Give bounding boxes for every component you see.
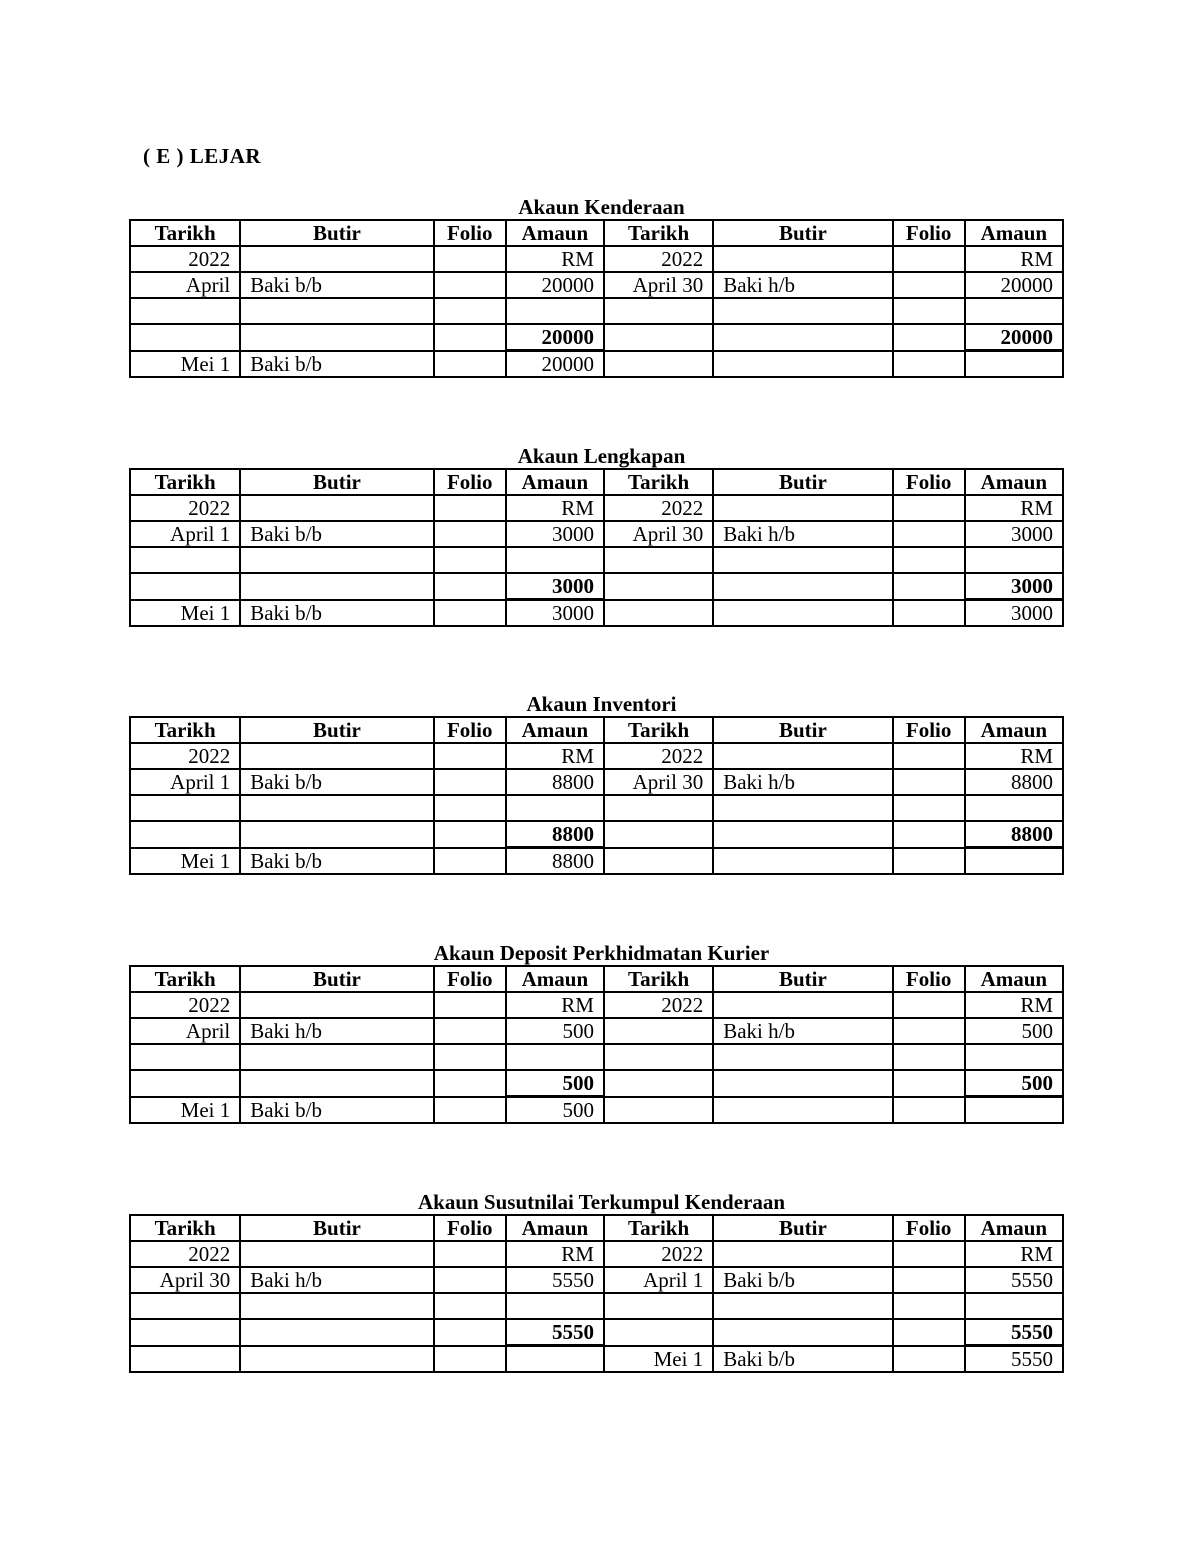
ledger-cell-butir: Baki h/b <box>240 1267 433 1293</box>
ledger-cell-butir: Baki h/b <box>240 1018 433 1044</box>
ledger-cell-amaun <box>965 547 1063 573</box>
ledger-cell-tarikh <box>604 1070 713 1097</box>
ledger-cell-folio <box>434 1319 506 1346</box>
ledger-cell-butir <box>240 743 433 769</box>
ledger-account <box>129 195 1064 378</box>
column-header-folio: Folio <box>893 717 965 743</box>
ledger-cell-amaun: 500 <box>965 1070 1063 1097</box>
ledger-cell-butir: Baki b/b <box>240 848 433 875</box>
ledger-cell-butir <box>713 821 892 848</box>
ledger-cell-tarikh <box>130 821 240 848</box>
column-header-butir: Butir <box>713 717 892 743</box>
column-header-folio: Folio <box>893 966 965 992</box>
ledger-cell-tarikh: 2022 <box>604 992 713 1018</box>
column-header-tarikh: Tarikh <box>130 220 240 246</box>
ledger-cell-tarikh <box>130 547 240 573</box>
ledger-cell-folio <box>893 521 965 547</box>
ledger-cell-butir: Baki b/b <box>240 1097 433 1124</box>
ledger-cell-amaun: RM <box>506 495 604 521</box>
ledger-cell-amaun <box>965 1044 1063 1070</box>
ledger-cell-amaun <box>506 1293 604 1319</box>
ledger-cell-folio <box>434 1346 506 1373</box>
ledger-cell-folio <box>893 324 965 351</box>
ledger-total-row <box>130 821 1063 848</box>
ledger-cell-tarikh <box>130 795 240 821</box>
column-header-butir: Butir <box>240 220 433 246</box>
ledger-cell-folio <box>434 848 506 875</box>
ledger-cell-folio <box>434 795 506 821</box>
ledger-cell-amaun <box>506 1346 604 1373</box>
ledger-cell-tarikh <box>604 1319 713 1346</box>
ledger-cell-amaun <box>965 298 1063 324</box>
ledger-cell-tarikh: 2022 <box>130 992 240 1018</box>
ledger-cell-amaun: 3000 <box>965 521 1063 547</box>
ledger-cell-tarikh: Mei 1 <box>130 1097 240 1124</box>
ledger-cell-amaun <box>965 795 1063 821</box>
ledger-cell-amaun: 3000 <box>965 573 1063 600</box>
ledger-row <box>130 495 1063 521</box>
column-header-folio: Folio <box>434 966 506 992</box>
ledger-cell-amaun: 5550 <box>506 1267 604 1293</box>
column-header-folio: Folio <box>893 1215 965 1241</box>
ledger-cell-folio <box>893 495 965 521</box>
ledger-account <box>129 1190 1064 1373</box>
ledger-title: Akaun Lengkapan <box>517 444 686 468</box>
column-header-tarikh: Tarikh <box>604 717 713 743</box>
ledger-cell-amaun <box>965 1097 1063 1124</box>
ledger-cell-tarikh: April 30 <box>604 521 713 547</box>
ledger-cell-butir: Baki b/b <box>240 351 433 378</box>
ledger-cell-amaun <box>506 1044 604 1070</box>
ledger-cell-folio <box>434 769 506 795</box>
ledger-row <box>130 1018 1063 1044</box>
ledger-row <box>130 1097 1063 1124</box>
ledger-cell-butir <box>240 1070 433 1097</box>
ledger-account <box>129 941 1064 1124</box>
column-header-amaun: Amaun <box>965 220 1063 246</box>
ledger-cell-amaun: 5550 <box>965 1319 1063 1346</box>
ledger-cell-tarikh: April 1 <box>130 521 240 547</box>
ledger-cell-tarikh <box>604 795 713 821</box>
ledger-header-row <box>130 1215 1063 1241</box>
ledger-cell-tarikh: 2022 <box>130 246 240 272</box>
ledger-cell-butir: Baki b/b <box>713 1267 892 1293</box>
ledger-cell-butir <box>240 324 433 351</box>
ledger-row <box>130 1346 1063 1373</box>
column-header-butir: Butir <box>240 1215 433 1241</box>
ledger-cell-butir <box>240 246 433 272</box>
ledger-title: Akaun Kenderaan <box>518 195 685 219</box>
ledger-cell-amaun <box>506 298 604 324</box>
ledger-cell-butir <box>713 547 892 573</box>
ledger-row <box>130 298 1063 324</box>
ledger-cell-amaun: RM <box>965 495 1063 521</box>
ledger-cell-amaun: RM <box>506 1241 604 1267</box>
ledger-table <box>129 716 1064 875</box>
ledger-row <box>130 246 1063 272</box>
ledger-cell-amaun: 500 <box>506 1018 604 1044</box>
ledger-cell-butir <box>713 324 892 351</box>
ledger-cell-tarikh: 2022 <box>130 495 240 521</box>
ledger-cell-butir <box>713 795 892 821</box>
ledger-cell-butir <box>240 1293 433 1319</box>
column-header-amaun: Amaun <box>965 966 1063 992</box>
ledger-cell-tarikh <box>130 1293 240 1319</box>
ledger-cell-butir <box>713 495 892 521</box>
ledger-cell-folio <box>893 272 965 298</box>
ledger-cell-folio <box>434 1241 506 1267</box>
ledger-cell-amaun: 3000 <box>506 600 604 627</box>
column-header-tarikh: Tarikh <box>130 717 240 743</box>
ledger-cell-butir <box>713 298 892 324</box>
ledger-cell-folio <box>893 351 965 378</box>
ledger-cell-amaun: 3000 <box>965 600 1063 627</box>
ledger-cell-butir <box>713 600 892 627</box>
ledger-cell-tarikh <box>130 1070 240 1097</box>
ledger-cell-butir: Baki h/b <box>713 769 892 795</box>
ledger-cell-tarikh: April 30 <box>130 1267 240 1293</box>
ledger-cell-butir: Baki b/b <box>713 1346 892 1373</box>
ledger-cell-folio <box>434 1070 506 1097</box>
ledger-table <box>129 468 1064 627</box>
ledger-row <box>130 547 1063 573</box>
column-header-amaun: Amaun <box>965 1215 1063 1241</box>
ledger-row <box>130 1241 1063 1267</box>
ledger-cell-tarikh <box>130 298 240 324</box>
column-header-tarikh: Tarikh <box>604 966 713 992</box>
ledger-cell-folio <box>434 272 506 298</box>
ledger-cell-amaun: 500 <box>965 1018 1063 1044</box>
ledger-cell-butir: Baki h/b <box>713 272 892 298</box>
ledger-header-row <box>130 966 1063 992</box>
ledger-row <box>130 769 1063 795</box>
column-header-amaun: Amaun <box>965 717 1063 743</box>
ledger-cell-tarikh: 2022 <box>130 1241 240 1267</box>
column-header-butir: Butir <box>713 220 892 246</box>
ledger-cell-amaun: 20000 <box>965 324 1063 351</box>
ledger-cell-amaun: RM <box>965 992 1063 1018</box>
ledger-cell-butir <box>713 1070 892 1097</box>
ledger-cell-tarikh: 2022 <box>604 743 713 769</box>
ledger-title: Akaun Susutnilai Terkumpul Kenderaan <box>417 1190 786 1214</box>
ledger-cell-amaun: RM <box>965 743 1063 769</box>
ledger-cell-butir <box>240 1241 433 1267</box>
ledger-cell-amaun: 500 <box>506 1097 604 1124</box>
column-header-tarikh: Tarikh <box>130 966 240 992</box>
ledger-total-row <box>130 324 1063 351</box>
ledger-cell-amaun: 8800 <box>965 769 1063 795</box>
ledger-total-row <box>130 573 1063 600</box>
ledger-cell-amaun: 20000 <box>506 351 604 378</box>
ledger-cell-tarikh: April 30 <box>604 272 713 298</box>
ledger-cell-butir <box>713 351 892 378</box>
column-header-tarikh: Tarikh <box>604 220 713 246</box>
ledger-cell-tarikh <box>130 1346 240 1373</box>
ledger-cell-amaun: RM <box>965 246 1063 272</box>
ledger-cell-folio <box>893 1293 965 1319</box>
column-header-folio: Folio <box>434 220 506 246</box>
ledger-cell-tarikh: April 1 <box>604 1267 713 1293</box>
ledger-cell-butir <box>713 1044 892 1070</box>
ledger-cell-tarikh: Mei 1 <box>130 600 240 627</box>
ledger-cell-tarikh: April <box>130 272 240 298</box>
column-header-folio: Folio <box>434 469 506 495</box>
column-header-butir: Butir <box>240 966 433 992</box>
column-header-tarikh: Tarikh <box>130 469 240 495</box>
ledger-cell-folio <box>893 547 965 573</box>
column-header-tarikh: Tarikh <box>130 1215 240 1241</box>
ledger-cell-tarikh <box>604 600 713 627</box>
ledger-row <box>130 521 1063 547</box>
ledger-cell-tarikh: 2022 <box>604 1241 713 1267</box>
ledger-cell-amaun: 3000 <box>506 521 604 547</box>
column-header-butir: Butir <box>713 469 892 495</box>
ledger-cell-butir <box>240 821 433 848</box>
ledger-total-row <box>130 1319 1063 1346</box>
ledger-cell-folio <box>434 1018 506 1044</box>
ledger-cell-tarikh: April <box>130 1018 240 1044</box>
ledger-row <box>130 743 1063 769</box>
ledger-cell-butir <box>240 992 433 1018</box>
ledger-cell-butir <box>713 848 892 875</box>
ledger-cell-tarikh <box>130 573 240 600</box>
ledger-cell-tarikh: Mei 1 <box>130 848 240 875</box>
ledger-cell-tarikh <box>604 1018 713 1044</box>
ledger-cell-tarikh <box>604 1293 713 1319</box>
ledger-row <box>130 992 1063 1018</box>
ledger-cell-butir <box>713 743 892 769</box>
ledger-cell-tarikh: 2022 <box>604 246 713 272</box>
ledger-cell-tarikh <box>604 298 713 324</box>
ledger-cell-folio <box>434 992 506 1018</box>
ledger-cell-butir: Baki b/b <box>240 769 433 795</box>
ledger-cell-folio <box>434 324 506 351</box>
ledger-cell-tarikh <box>604 1044 713 1070</box>
ledger-cell-folio <box>434 495 506 521</box>
ledger-header-row <box>130 469 1063 495</box>
ledger-cell-amaun: 8800 <box>506 769 604 795</box>
ledger-cell-folio <box>893 743 965 769</box>
column-header-amaun: Amaun <box>506 469 604 495</box>
ledger-cell-butir <box>713 1241 892 1267</box>
ledger-cell-folio <box>893 795 965 821</box>
ledger-cell-amaun: 20000 <box>965 272 1063 298</box>
column-header-amaun: Amaun <box>506 1215 604 1241</box>
column-header-butir: Butir <box>713 966 892 992</box>
ledger-cell-amaun <box>965 351 1063 378</box>
ledger-cell-folio <box>434 298 506 324</box>
ledger-cell-folio <box>893 1018 965 1044</box>
ledger-cell-tarikh: April 30 <box>604 769 713 795</box>
column-header-amaun: Amaun <box>506 717 604 743</box>
ledger-cell-folio <box>893 769 965 795</box>
ledger-cell-folio <box>893 246 965 272</box>
ledger-cell-tarikh <box>604 324 713 351</box>
ledger-cell-tarikh: April 1 <box>130 769 240 795</box>
ledger-cell-amaun: 3000 <box>506 573 604 600</box>
ledger-table <box>129 1214 1064 1373</box>
ledger-row <box>130 795 1063 821</box>
column-header-folio: Folio <box>893 469 965 495</box>
ledger-cell-folio <box>434 246 506 272</box>
ledger-cell-tarikh: Mei 1 <box>130 351 240 378</box>
ledger-cell-butir <box>240 298 433 324</box>
ledger-cell-amaun <box>965 1293 1063 1319</box>
ledger-row <box>130 272 1063 298</box>
ledger-table <box>129 965 1064 1124</box>
ledger-cell-folio <box>434 1044 506 1070</box>
ledger-cell-folio <box>434 821 506 848</box>
ledger-cell-amaun: 8800 <box>965 821 1063 848</box>
column-header-butir: Butir <box>713 1215 892 1241</box>
ledger-table <box>129 219 1064 378</box>
ledger-cell-amaun: 8800 <box>506 821 604 848</box>
ledger-cell-folio <box>893 298 965 324</box>
ledger-row <box>130 351 1063 378</box>
ledger-cell-folio <box>434 600 506 627</box>
column-header-amaun: Amaun <box>965 469 1063 495</box>
ledger-cell-butir <box>240 795 433 821</box>
ledger-cell-butir: Baki b/b <box>240 272 433 298</box>
ledger-row <box>130 600 1063 627</box>
ledger-cell-folio <box>434 1097 506 1124</box>
column-header-butir: Butir <box>240 469 433 495</box>
ledger-row <box>130 848 1063 875</box>
ledger-title: Akaun Deposit Perkhidmatan Kurier <box>433 941 770 965</box>
ledger-cell-butir <box>240 1319 433 1346</box>
ledger-cell-folio <box>434 351 506 378</box>
ledger-cell-butir <box>240 547 433 573</box>
ledger-cell-amaun: 20000 <box>506 324 604 351</box>
ledger-cell-folio <box>434 547 506 573</box>
ledger-cell-amaun: 5550 <box>506 1319 604 1346</box>
ledger-cell-folio <box>893 1044 965 1070</box>
ledger-account <box>129 692 1064 875</box>
column-header-folio: Folio <box>434 1215 506 1241</box>
ledger-cell-folio <box>434 1293 506 1319</box>
ledger-cell-tarikh <box>130 324 240 351</box>
ledger-header-row <box>130 220 1063 246</box>
column-header-amaun: Amaun <box>506 220 604 246</box>
ledger-cell-butir: Baki b/b <box>240 600 433 627</box>
ledger-cell-folio <box>893 1346 965 1373</box>
ledger-cell-folio <box>893 1241 965 1267</box>
ledger-cell-amaun <box>506 547 604 573</box>
ledger-cell-butir <box>240 1044 433 1070</box>
ledger-title: Akaun Inventori <box>526 692 677 716</box>
ledger-cell-amaun: 5550 <box>965 1267 1063 1293</box>
ledger-cell-folio <box>434 573 506 600</box>
ledger-account <box>129 444 1064 627</box>
ledger-cell-amaun: RM <box>506 743 604 769</box>
ledger-cell-butir <box>713 1293 892 1319</box>
ledger-cell-folio <box>893 1267 965 1293</box>
ledger-cell-amaun <box>506 795 604 821</box>
ledger-cell-folio <box>434 743 506 769</box>
ledger-cell-butir <box>240 1346 433 1373</box>
ledger-cell-butir: Baki b/b <box>240 521 433 547</box>
ledger-cell-amaun <box>965 848 1063 875</box>
ledger-cell-folio <box>434 1267 506 1293</box>
ledger-cell-butir <box>713 992 892 1018</box>
ledger-cell-amaun: RM <box>506 992 604 1018</box>
ledger-cell-folio <box>893 1070 965 1097</box>
ledger-cell-butir <box>240 495 433 521</box>
ledger-cell-butir <box>713 246 892 272</box>
ledger-cell-amaun: 500 <box>506 1070 604 1097</box>
ledger-cell-folio <box>893 573 965 600</box>
ledger-cell-tarikh <box>604 848 713 875</box>
ledger-cell-butir <box>713 1097 892 1124</box>
ledger-cell-butir <box>713 1319 892 1346</box>
ledger-total-row <box>130 1070 1063 1097</box>
ledger-cell-tarikh <box>604 351 713 378</box>
ledger-cell-folio <box>434 521 506 547</box>
ledger-cell-butir <box>713 573 892 600</box>
column-header-folio: Folio <box>434 717 506 743</box>
column-header-amaun: Amaun <box>506 966 604 992</box>
ledger-header-row <box>130 717 1063 743</box>
column-header-folio: Folio <box>893 220 965 246</box>
column-header-butir: Butir <box>240 717 433 743</box>
ledger-cell-tarikh: 2022 <box>604 495 713 521</box>
column-header-tarikh: Tarikh <box>604 1215 713 1241</box>
ledger-row <box>130 1044 1063 1070</box>
ledger-cell-tarikh <box>604 1097 713 1124</box>
ledger-row <box>130 1267 1063 1293</box>
ledger-cell-butir: Baki h/b <box>713 521 892 547</box>
ledger-cell-folio <box>893 1319 965 1346</box>
ledger-cell-tarikh <box>604 547 713 573</box>
ledger-cell-amaun: 8800 <box>506 848 604 875</box>
ledger-cell-tarikh <box>130 1044 240 1070</box>
ledger-cell-tarikh <box>604 821 713 848</box>
ledger-cell-amaun: RM <box>506 246 604 272</box>
ledger-cell-tarikh <box>130 1319 240 1346</box>
ledger-cell-folio <box>893 1097 965 1124</box>
ledger-cell-amaun: RM <box>965 1241 1063 1267</box>
ledger-cell-amaun: 5550 <box>965 1346 1063 1373</box>
ledger-cell-amaun: 20000 <box>506 272 604 298</box>
section-heading: ( E ) LEJAR <box>143 144 262 168</box>
ledger-cell-folio <box>893 821 965 848</box>
ledger-cell-folio <box>893 848 965 875</box>
ledger-cell-folio <box>893 600 965 627</box>
ledger-row <box>130 1293 1063 1319</box>
ledger-cell-folio <box>893 992 965 1018</box>
ledger-cell-tarikh: Mei 1 <box>604 1346 713 1373</box>
ledger-cell-tarikh: 2022 <box>130 743 240 769</box>
ledger-cell-tarikh <box>604 573 713 600</box>
ledger-cell-butir <box>240 573 433 600</box>
ledger-cell-butir: Baki h/b <box>713 1018 892 1044</box>
column-header-tarikh: Tarikh <box>604 469 713 495</box>
